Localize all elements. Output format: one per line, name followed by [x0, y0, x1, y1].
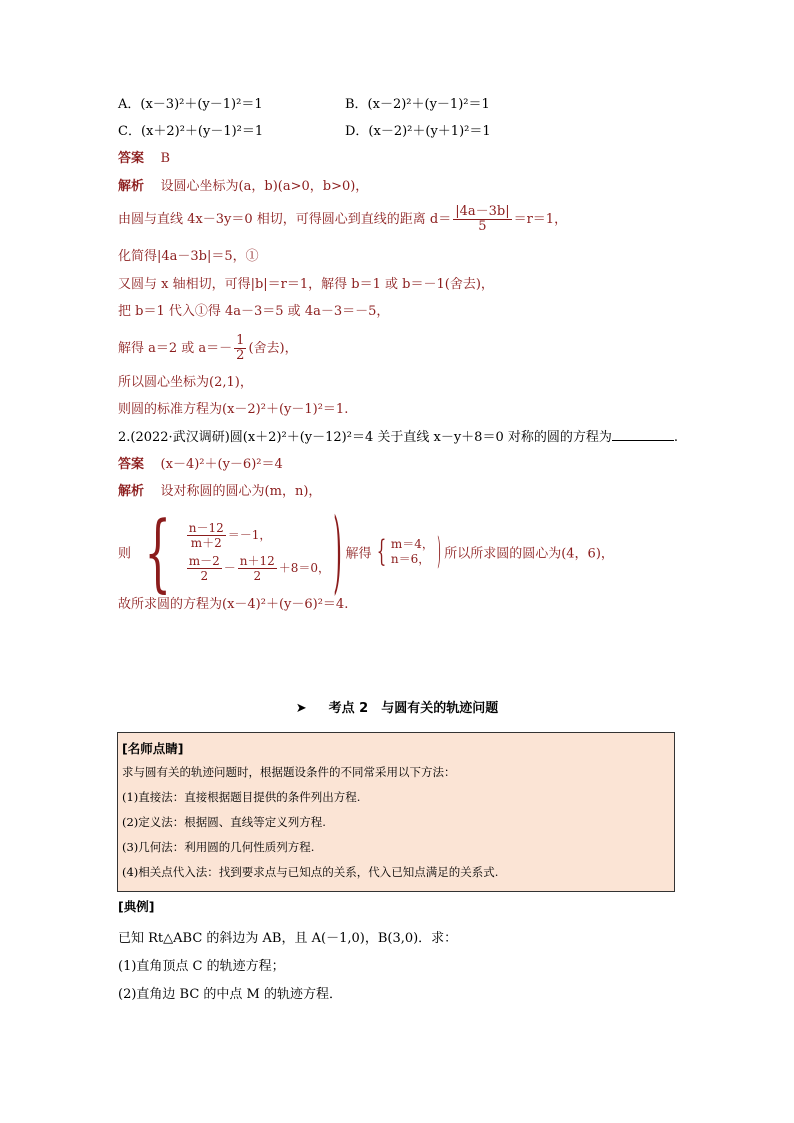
- q1-equation-line: 则圆的标准方程为(x－2)²＋(y－1)²＝1.: [118, 402, 349, 417]
- q2-stem-text: 2.(2022·武汉调研)圆(x＋2)²＋(y－12)²＝4 关于直线 x－y＋8＝0 对称的圆的方程为: [118, 430, 612, 445]
- tips-method-3: (3)几何法：利用圆的几何性质列方程.: [122, 840, 315, 854]
- distance-text: 由圆与直线 4x－3y＝0 相切，可得圆心到直线的距离 d＝: [118, 212, 452, 227]
- q1-answer-line: [118, 150, 170, 168]
- q1-distance-line: [118, 205, 567, 234]
- tips-method-1: (1)直接法：直接根据题目提供的条件列出方程.: [122, 790, 361, 804]
- analysis-label: 解析: [118, 484, 145, 499]
- answer-label: 答案: [118, 151, 145, 166]
- solution-m: m＝4，: [390, 537, 434, 551]
- solution-system: [391, 537, 434, 567]
- conclusion-text: 所以所求圆的圆心为(4，6)，: [444, 546, 614, 562]
- option-a: A．(x－3)²＋(y－1)²＝1: [118, 97, 263, 112]
- answer-blank: [612, 428, 674, 441]
- solution-brace: {: [376, 534, 386, 569]
- arrow-icon: ➤: [295, 701, 307, 716]
- q2-analysis-line: [118, 483, 321, 501]
- tips-intro: 求与圆有关的轨迹问题时，根据题设条件的不同常采用以下方法：: [122, 765, 456, 779]
- answer-value: B: [160, 151, 171, 166]
- example-part-2: (2)直角边 BC 的中点 M 的轨迹方程．: [118, 987, 342, 1002]
- right-bracket: ): [333, 499, 343, 604]
- answer-value: (x－4)²＋(y－6)²＝4: [160, 457, 283, 472]
- tips-method-2: (2)定义法：根据圆、直线等定义列方程.: [122, 815, 326, 829]
- distance-result: ＝r＝1，: [513, 212, 568, 227]
- q2-stem: [118, 428, 678, 447]
- option-d: D．(x－2)²＋(y＋1)²＝1: [345, 124, 491, 139]
- q2-answer-line: [118, 456, 283, 474]
- system-eq1: $\frac{n-12}{m+2}$ ＝－1，: [188, 521, 272, 550]
- equation-system: [185, 521, 330, 583]
- analysis-text: 设圆心坐标为(a，b)(a>0，b>0)，: [160, 179, 369, 194]
- section-heading: [0, 697, 794, 716]
- solve-text: 解得 a＝2 或 a＝－: [118, 341, 233, 356]
- q1-substitute-line: 把 b＝1 代入①得 4a－3＝5 或 4a－3＝－5，: [118, 304, 390, 319]
- q1-tangent-line: 又圆与 x 轴相切，可得|b|＝r＝1，解得 b＝1 或 b＝－1(舍去)，: [118, 277, 494, 292]
- distance-fraction: $\frac{|4a-3b|}{5}$: [455, 204, 510, 234]
- half-fraction: $\frac{1}{2}$: [236, 333, 245, 363]
- option-b: B．(x－2)²＋(y－1)²＝1: [345, 97, 490, 112]
- solution-n: n＝6，: [390, 552, 431, 566]
- example-stem: 已知 Rt△ABC 的斜边为 AB，且 A(－1,0)，B(3,0)．求：: [118, 931, 458, 946]
- solve-discard: (舍去)，: [248, 341, 298, 356]
- example-part-1: (1)直角顶点 C 的轨迹方程；: [118, 959, 285, 974]
- analysis-text: 设对称圆的圆心为(m，n)，: [160, 484, 322, 499]
- solve-label: 解得: [345, 546, 372, 562]
- q1-analysis-line: [118, 178, 368, 196]
- then-label: 则: [118, 546, 132, 562]
- q1-simplify-line: 化简得|4a－3b|＝5，①: [118, 249, 259, 264]
- section-title: 考点 2 与圆有关的轨迹问题: [328, 701, 499, 716]
- tips-title: [名师点睛]: [122, 741, 184, 756]
- q2-system-line: [118, 499, 614, 604]
- option-c: C．(x＋2)²＋(y－1)²＝1: [118, 124, 264, 139]
- tips-box: [117, 732, 675, 892]
- answer-label: 答案: [118, 457, 145, 472]
- solution-close: ): [437, 531, 441, 572]
- q1-center-line: 所以圆心坐标为(2,1)，: [118, 375, 253, 390]
- analysis-label: 解析: [118, 179, 145, 194]
- q2-final-line: 故所求圆的方程为(x－4)²＋(y－6)²＝4.: [118, 597, 349, 612]
- tips-method-4: (4)相关点代入法：找到要求点与已知点的关系，代入已知点满足的关系式.: [122, 865, 499, 879]
- q2-stem-end: .: [673, 430, 678, 445]
- system-eq2: $\frac{m-2}{2}$ － $\frac{n+12}{2}$ ＋8＝0，: [188, 554, 331, 583]
- left-brace: {: [144, 503, 172, 601]
- q1-solve-line: [118, 334, 298, 363]
- example-label: [典例]: [118, 899, 155, 914]
